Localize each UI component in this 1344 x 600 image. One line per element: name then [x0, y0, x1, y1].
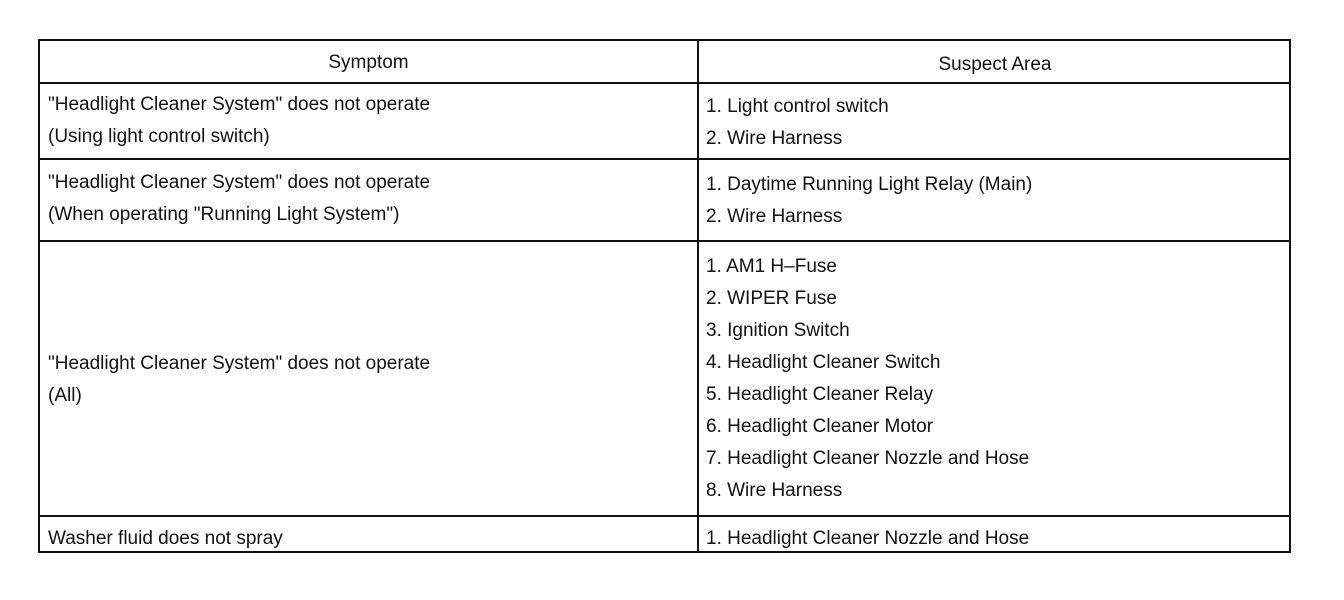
suspect-line: 2. WIPER Fuse [706, 288, 837, 309]
suspect-line: 2. Wire Harness [706, 128, 843, 149]
suspect-line: 5. Headlight Cleaner Relay [706, 384, 934, 405]
column-divider [697, 41, 699, 551]
table-row-2-symptom [48, 167, 430, 231]
suspect-line: 1. Daytime Running Light Relay (Main) [706, 174, 1033, 195]
suspect-line: 7. Headlight Cleaner Nozzle and Hose [706, 448, 1030, 469]
troubleshooting-table [38, 39, 1291, 553]
symptom-line: (When operating "Running Light System") [48, 204, 400, 225]
row-divider [40, 82, 1289, 84]
suspect-line: 2. Wire Harness [706, 206, 843, 227]
table-row-2-suspect [706, 169, 1032, 233]
symptom-line: (Using light control switch) [48, 126, 270, 147]
row-divider [40, 158, 1289, 160]
symptom-line: "Headlight Cleaner System" does not operate [48, 172, 431, 193]
table-row-4-symptom [48, 523, 283, 555]
row-divider [40, 240, 1289, 242]
header-suspect-area: Suspect Area [938, 54, 1052, 75]
row-divider [40, 515, 1289, 517]
header-symptom: Symptom [328, 52, 409, 73]
table-row-1-suspect [706, 91, 889, 155]
suspect-line: 6. Headlight Cleaner Motor [706, 416, 934, 437]
symptom-line: Washer fluid does not spray [48, 528, 283, 549]
table-row-1-symptom [48, 89, 430, 153]
table-row-4-suspect [706, 523, 1029, 555]
suspect-line: 1. AM1 H–Fuse [706, 256, 837, 277]
suspect-line: 1. Headlight Cleaner Nozzle and Hose [706, 528, 1030, 549]
suspect-line: 8. Wire Harness [706, 480, 843, 501]
symptom-line: "Headlight Cleaner System" does not operate [48, 94, 431, 115]
symptom-line: "Headlight Cleaner System" does not operate [48, 353, 431, 374]
suspect-line: 1. Light control switch [706, 96, 889, 117]
suspect-line: 4. Headlight Cleaner Switch [706, 352, 941, 373]
table-row-3-suspect [706, 251, 1029, 507]
suspect-line: 3. Ignition Switch [706, 320, 850, 341]
table-row-3-symptom [48, 348, 430, 412]
symptom-line: (All) [48, 385, 82, 406]
